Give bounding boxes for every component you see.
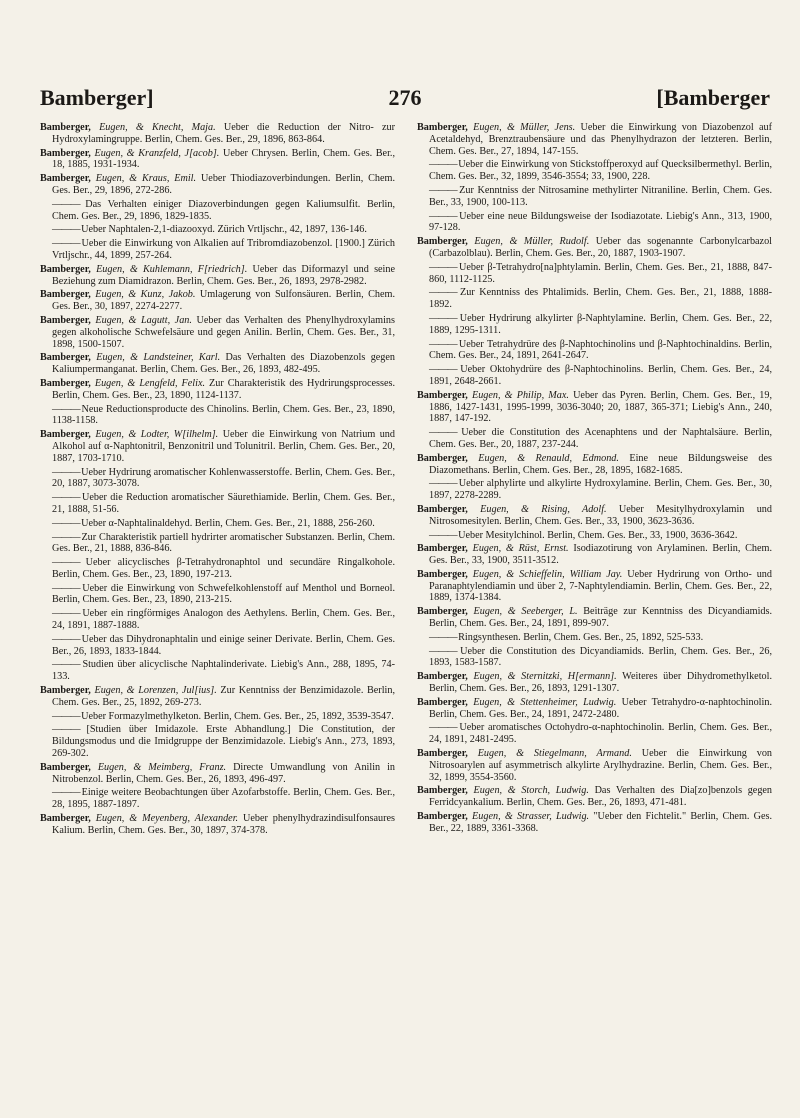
entry-citation: Zur Charakteristik des Hydrirungsprocesses. Berlin, Chem. Ges. Ber., 23, 1890, 1124-1137. [52,377,396,401]
entry-author: Bamberger, [417,785,468,797]
entry-citation: Einige weitere Beobachtungen über Azofarbstoffe. Berlin, Chem. Ges. Ber., 28, 1895, 1887-1897. [52,787,395,811]
entry-citation: Ueber das Verhalten des Phenylhydroxylamins gegen alkoholische Schwefelsäure und gegen Anilin. Berlin, Chem. Ges. Ber., 31, 1898, 1500-1507. [52,314,395,350]
entry-citation: Zur Kenntniss der Nitrosamine methylirter Nitraniline. Berlin, Chem. Ges. Ber., 33, 1900, 100-113. [429,184,773,208]
entry-author: Bamberger, [40,761,91,773]
entry-author: Bamberger, [40,289,91,301]
sub-entry [40,532,395,556]
bibliography-entry [417,785,772,809]
entry-citation: Ueber alicyclisches β-Tetrahydronaphtol und secundäre Ringalkohole. Berlin, Chem. Ges. Ber., 23, 1890, 197-213. [52,557,395,580]
bibliography-entry [40,378,395,402]
sub-entry [417,722,772,746]
bibliography-entry [417,504,772,528]
entry-author: Bamberger, [40,173,91,185]
entry-citation: Ueber die Einwirkung von Alkalien auf Tribromdiazobenzol. [1900.] Zürich Vrtljschr., 44, 1899, 257-264. [52,238,395,261]
entry-coauthor: Eugen, & Landsteiner, Karl. [96,352,221,364]
entry-citation: Ueber Formazylmethylketon. Berlin, Chem. Ges. Ber., 25, 1892, 3539-3547. [81,710,394,722]
entry-citation: Ueber β-Tetrahydro[na]phtylamin. Berlin, Chem. Ges. Ber., 21, 1888, 847-860, 1112-1125. [429,261,772,285]
entry-citation: Ueber die Constitution des Acenaphtens und der Naphtalsäure. Berlin, Chem. Ges. Ber., 20, 1887, 237-244. [429,427,773,450]
entry-coauthor: Eugen, & Kraus, Emil. [95,173,197,185]
sub-entry [40,492,395,516]
entry-author: Bamberger, [40,813,91,825]
entry-coauthor: Eugen, & Seeberger, L. [473,606,578,618]
bibliography-entry [417,390,772,425]
sub-entry [40,238,395,262]
running-head [40,85,770,115]
sub-entry [417,478,772,502]
entry-author: Bamberger, [40,314,91,326]
entry-author: Bamberger, [40,263,91,275]
entry-citation: Ueber die Constitution des Dicyandiamids. Berlin, Chem. Ges. Ber., 26, 1893, 1583-1587. [429,645,773,669]
sub-entry [40,659,395,683]
sub-entry [40,518,395,530]
entry-author: Bamberger, [417,696,468,708]
entry-citation: Ueber ein ringförmiges Analogon des Aethylens. Berlin, Chem. Ges. Ber., 24, 1891, 1887-1888. [52,608,395,632]
entry-coauthor: Eugen, & Müller, Rudolf. [474,236,590,248]
entry-citation: Ueber Hydrirung von Ortho- und Paranaphtylendiamin und über 2, 7-Naphtylendiamin. Berlin, Chem. Ges. Ber., 22, 1889, 1374-1384. [429,568,772,604]
entry-coauthor: Eugen, & Philip, Max. [471,389,569,401]
entry-coauthor: Eugen, & Sternitzki, H[ermann]. [473,671,617,683]
entry-citation: Ueber Mesitylhydroxylamin und Nitrosomesitylen. Berlin, Chem. Ges. Ber., 33, 1900, 3623-3636. [429,503,772,527]
entry-author: Bamberger, [40,429,91,441]
entry-author: Bamberger, [417,236,468,248]
entry-author: Bamberger, [40,122,91,133]
bibliography-entry [40,762,395,786]
bibliography-entry [40,813,395,837]
entry-citation: Ueber Tetrahydrüre des β-Naphtochinolins und β-Naphtochinaldins. Berlin, Chem. Ges. Ber., 24, 1891, 2641-2647. [429,338,772,362]
entry-coauthor: Eugen, & Rising, Adolf. [480,503,607,515]
bibliography-entry [40,429,395,464]
entry-coauthor: Eugen, & Schieffelin, William Jay. [472,568,623,580]
entry-citation: Ueber alphylirte und alkylirte Hydroxylamine. Berlin, Chem. Ges. Ber., 30, 1897, 2278-2289. [429,478,772,502]
entry-author: Bamberger, [417,811,468,823]
entry-citation: Ueber aromatisches Octohydro-α-naphtochinolin. Berlin, Chem. Ges. Ber., 24, 1891, 2481-2495. [429,722,773,746]
sub-entry [417,262,772,286]
sub-entry [417,632,772,644]
entry-author: Bamberger, [417,503,468,515]
entry-citation: Ueber die Einwirkung von Schwefelkohlenstoff auf Menthol und Borneol. Berlin, Chem. Ges. Ber., 23, 1890, 213-215. [52,582,395,606]
entry-coauthor: Eugen, & Müller, Jens. [473,122,576,133]
entry-citation: Ueber die Einwirkung von Nitrosoarylen auf asymmetrisch alkylirte Arylhydrazine. Berlin, Chem. Ges. Ber., 32, 1899, 3554-3560. [429,748,773,783]
entry-citation: Ueber die Einwirkung von Diazobenzol auf Acetaldehyd, Brenztraubensäure und das Phenylhydrazon der letzteren. Berlin, Chem. Ges. Ber., 27, 1894, 147-155. [429,122,772,157]
entry-author: Bamberger, [417,606,468,618]
bibliography-entry [40,148,395,172]
sub-entry [40,634,395,658]
bibliography-entry [417,606,772,630]
bibliography-entry [417,569,772,604]
sub-entry [40,199,395,223]
entry-coauthor: Eugen, & Renauld, Edmond. [478,452,619,464]
sub-entry [40,224,395,236]
entry-citation: Das Verhalten einiger Diazoverbindungen gegen Kaliumsulfit. Berlin, Chem. Ges. Ber., 29, 1896, 1829-1835. [52,198,396,222]
bibliography-entry [40,122,395,146]
sub-entry [40,583,395,607]
entry-columns [40,122,772,1110]
entry-citation: Isodiazotirung von Arylaminen. Berlin, Chem. Ges. Ber., 33, 1900, 3511-3512. [429,543,773,567]
entry-citation: Ringsynthesen. Berlin, Chem. Ges. Ber., 25, 1892, 525-533. [458,631,704,643]
entry-citation: Ueber die Einwirkung von Natrium und Alkohol auf α-Naphtonitril, Benzonitril und Tolunitril. Berlin, Chem. Ges. Ber., 20, 1887, 1703-1710. [52,429,395,464]
entry-citation: Ueber Mesitylchinol. Berlin, Chem. Ges. Ber., 33, 1900, 3636-3642. [458,529,738,541]
sub-entry [40,711,395,723]
page-number: 276 [388,85,422,110]
entry-coauthor: Eugen, & Knecht, Maja. [99,122,216,133]
entry-citation: Ueber α-Naphtalinaldehyd. Berlin, Chem. Ges. Ber., 21, 1888, 256-260. [81,517,375,529]
entry-citation: Ueber das sogenannte Carbonylcarbazol (Carbazolblau). Berlin, Chem. Ges. Ber., 20, 1887, 1903-1907. [429,236,773,259]
sub-entry [40,404,395,428]
entry-author: Bamberger, [40,377,91,389]
entry-citation: Zur Kenntniss des Phtalimids. Berlin, Chem. Ges. Ber., 21, 1888, 1888-1892. [429,287,772,311]
entry-citation: Zur Charakteristik partiell hydrirter aromatischer Substanzen. Berlin, Chem. Ges. Ber., 21, 1888, 836-846. [52,531,395,555]
entry-coauthor: Eugen, & Storch, Ludwig. [473,785,589,797]
entry-citation: "Ueber den Fichtelit." Berlin, Chem. Ges. Ber., 22, 1889, 3361-3368. [429,811,773,834]
running-head-right: [Bamberger [656,85,770,110]
entry-author: Bamberger, [417,671,468,683]
entry-citation: Studien über alicyclische Naphtalinderivate. Liebig's Ann., 288, 1895, 74-133. [52,659,396,683]
entry-coauthor: Eugen, & Lagutt, Jan. [95,314,192,326]
bibliography-entry [417,697,772,721]
entry-author: Bamberger, [40,685,91,697]
sub-entry [417,185,772,209]
bibliography-entry [417,811,772,835]
sub-entry [40,787,395,811]
entry-citation: Ueber eine neue Bildungsweise der Isodiazotate. Liebig's Ann., 313, 1900, 97-128. [429,210,772,234]
bibliography-entry [40,352,395,376]
entry-citation: Ueber die Reduction der Nitro- zur Hydroxylamingruppe. Berlin, Chem. Ges. Ber., 29, 1896, 863-864. [52,122,396,145]
sub-entry [417,339,772,363]
bibliography-entry [40,289,395,313]
entry-author: Bamberger, [417,748,468,760]
entry-coauthor: Eugen, & Meimberg, Franz. [97,761,227,773]
sub-entry [417,427,772,451]
entry-citation: Ueber Naphtalen-2,1-diazooxyd. Zürich Vrtljschr., 42, 1897, 136-146. [81,224,367,236]
entry-citation: [Studien über Imidazole. Erste Abhandlung.] Die Constitution, der Bildungsmodus und die Imidgruppe der Benzimidazole. Liebig's Ann., 273, 1893, 269-302. [52,724,395,760]
entry-coauthor: Eugen, & Lengfeld, Felix. [94,377,206,389]
bibliography-entry [40,685,395,709]
bibliography-entry [417,453,772,477]
entry-citation: Weiteres über Dihydromethylketol. Berlin, Chem. Ges. Ber., 26, 1893, 1291-1307. [429,671,773,695]
sub-entry [40,467,395,491]
bibliography-entry [40,173,395,197]
entry-citation: Ueber das Diformazyl und seine Beziehung zum Diamidrazon. Berlin, Chem. Ges. Ber., 26, 1893, 2978-2982. [52,263,395,287]
entry-citation: Ueber Hydrirung alkylirter β-Naphtylamine. Berlin, Chem. Ges. Ber., 22, 1889, 1295-1311. [429,312,772,336]
entry-citation: Directe Umwandlung von Anilin in Nitrobenzol. Berlin, Chem. Ges. Ber., 26, 1893, 496-497. [52,761,396,785]
bibliography-entry [417,122,772,157]
entry-citation: Zur Kenntniss der Benzimidazole. Berlin, Chem. Ges. Ber., 25, 1892, 269-273. [52,685,395,708]
sub-entry [417,287,772,311]
entry-citation: Das Verhalten des Diazobenzols gegen Kaliumpermanganat. Berlin, Chem. Ges. Ber., 26, 1893, 482-495. [52,352,396,376]
entry-citation: Ueber Oktohydrüre des β-Naphtochinolins. Berlin, Chem. Ges. Ber., 24, 1891, 2648-2661. [429,364,772,387]
bibliography-entry [40,264,395,288]
entry-author: Bamberger, [417,122,468,133]
entry-author: Bamberger, [417,389,468,401]
entry-citation: Umlagerung von Sulfonsäuren. Berlin, Chem. Ges. Ber., 30, 1897, 2274-2277. [52,289,395,313]
entry-citation: Ueber Hydrirung aromatischer Kohlenwasserstoffe. Berlin, Chem. Ges. Ber., 20, 1887, 3073-3078. [52,466,396,490]
sub-entry [417,530,772,542]
entry-citation: Ueber die Reduction aromatischer Säurethiamide. Berlin, Chem. Ges. Ber., 21, 1888, 51-56. [52,492,396,515]
sub-entry [40,608,395,632]
entry-author: Bamberger, [417,452,468,464]
entry-author: Bamberger, [40,352,91,364]
entry-author: Bamberger, [417,568,468,580]
entry-coauthor: Eugen, & Rüst, Ernst. [472,543,569,555]
entry-author: Bamberger, [417,543,468,555]
entry-citation: Ueber Tetrahydro-α-naphtochinolin. Berlin, Chem. Ges. Ber., 24, 1891, 2472-2480. [429,696,772,720]
sub-entry [417,313,772,337]
bibliography-entry [417,748,772,783]
entry-citation: Ueber das Dihydronaphtalin und einige seiner Derivate. Berlin, Chem. Ges. Ber., 26, 1893, 1833-1844. [52,633,396,657]
running-head-left: Bamberger] [40,85,154,110]
entry-coauthor: Eugen, & Kranzfeld, J[acob]. [94,147,220,159]
bibliography-entry [417,543,772,567]
bibliography-entry [417,236,772,260]
entry-coauthor: Eugen, & Strasser, Ludwig. [472,811,590,823]
entry-coauthor: Eugen, & Lorenzen, Jul[ius]. [94,685,217,697]
entry-author: Bamberger, [40,147,91,159]
entry-coauthor: Eugen, & Meyenberg, Alexander. [95,813,239,825]
entry-citation: Eine neue Bildungsweise des Diazomethans. Berlin, Chem. Ges. Ber., 28, 1895, 1682-1685. [429,452,773,476]
entry-citation: Ueber das Pyren. Berlin, Chem. Ges. Ber., 19, 1886, 1427-1431, 1995-1999, 3036-3040; 20, 1887, 365-371; Liebig's Ann., 240, 1887, 147-192. [429,389,772,425]
entry-citation: Ueber Chrysen. Berlin, Chem. Ges. Ber., 18, 1885, 1931-1934. [52,147,395,171]
sub-entry [417,364,772,388]
entry-citation: Ueber phenylhydrazindisulfonsaures Kalium. Berlin, Chem. Ges. Ber., 30, 1897, 374-378. [52,813,396,836]
entry-coauthor: Eugen, & Kuhlemann, F[riedrich]. [96,263,248,275]
entry-coauthor: Eugen, & Stiegelmann, Armand. [477,748,632,760]
entry-citation: Ueber die Einwirkung von Stickstoffperoxyd auf Quecksilbermethyl. Berlin, Chem. Ges. Ber., 32, 1899, 3546-3554; 33, 1900, 228. [429,159,772,183]
entry-citation: Beiträge zur Kenntniss des Dicyandiamids. Berlin, Chem. Ges. Ber., 24, 1891, 899-907. [429,606,772,630]
left-column [40,122,395,1110]
entry-citation: Ueber Thiodiazoverbindungen. Berlin, Chem. Ges. Ber., 29, 1896, 272-286. [52,173,396,196]
sub-entry [40,557,395,581]
entry-coauthor: Eugen, & Kunz, Jakob. [95,289,196,301]
sub-entry [40,724,395,759]
sub-entry [417,159,772,183]
entry-coauthor: Eugen, & Stettenheimer, Ludwig. [473,696,617,708]
bibliography-entry [40,315,395,350]
entry-coauthor: Eugen, & Lodter, W[ilhelm]. [95,429,219,441]
sub-entry [417,211,772,235]
entry-citation: Neue Reductionsproducte des Chinolins. Berlin, Chem. Ges. Ber., 23, 1890, 1138-1158. [52,403,395,427]
entry-citation: Das Verhalten des Dia[zo]benzols gegen Ferridcyankalium. Berlin, Chem. Ges. Ber., 26, 1893, 471-481. [429,785,773,809]
sub-entry [417,646,772,670]
bibliography-entry [417,671,772,695]
right-column [417,122,772,1110]
